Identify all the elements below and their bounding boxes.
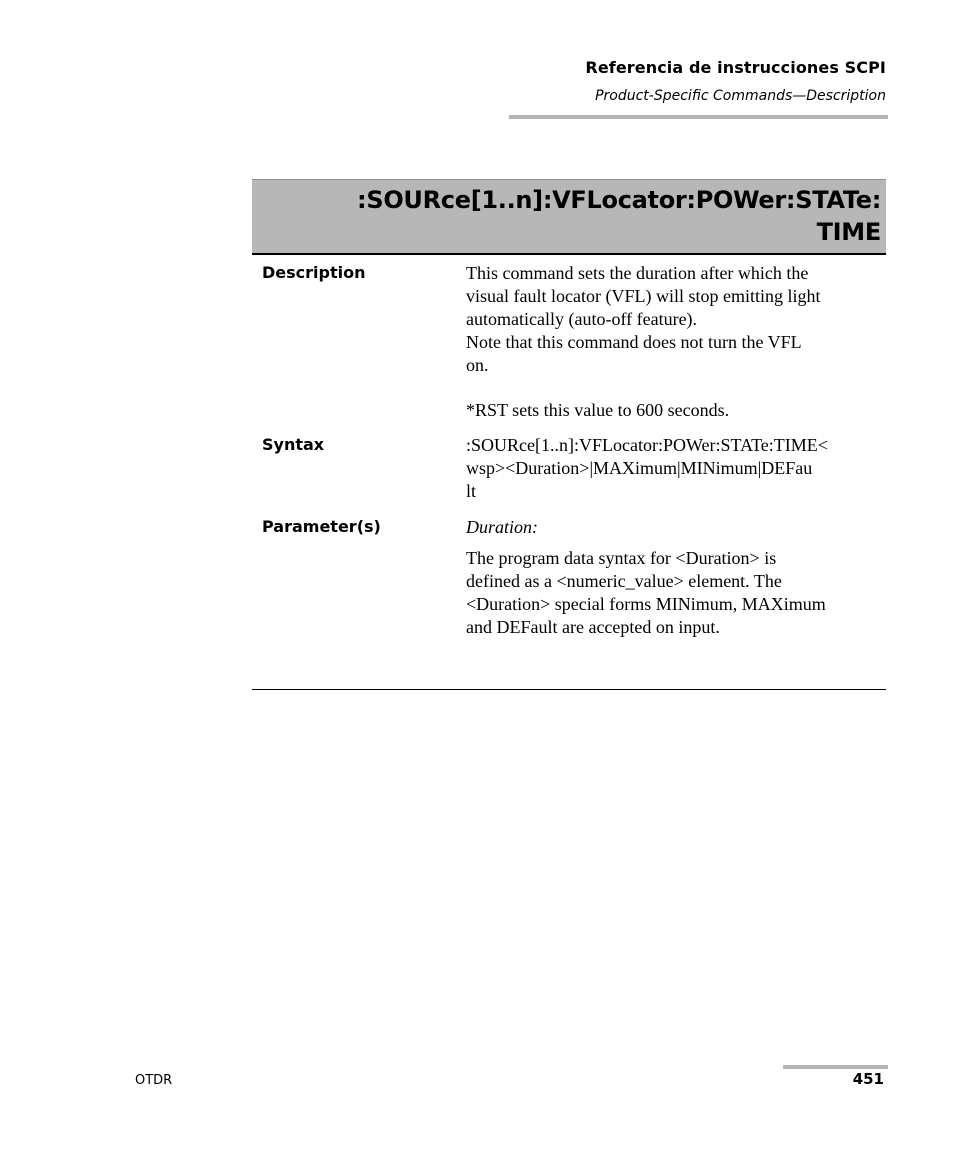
syntax-text [466, 434, 886, 503]
syntax-line: lt [466, 481, 477, 501]
parameter-line: defined as a <numeric_value> element. The [466, 571, 782, 591]
parameter-name: Duration: [466, 517, 538, 537]
parameter-line: <Duration> special forms MINimum, MAXimum [466, 594, 826, 614]
running-header-title: Referencia de instrucciones SCPI [585, 58, 886, 77]
command-title-line-2: TIME [816, 218, 881, 246]
description-line: automatically (auto-off feature). [466, 309, 698, 329]
rst-note: *RST sets this value to 600 seconds. [466, 400, 730, 420]
footer-product: OTDR [135, 1073, 173, 1088]
command-banner [252, 179, 886, 255]
page-number: 451 [852, 1070, 884, 1088]
parameter-line: The program data syntax for <Duration> is [466, 548, 777, 568]
running-header-subtitle: Product-Specific Commands—Description [595, 88, 886, 104]
header-divider [509, 115, 888, 119]
syntax-line: :SOURce[1..n]:VFLocator:POWer:STATe:TIME< [466, 435, 828, 455]
description-line: visual fault locator (VFL) will stop emitting light [466, 286, 821, 306]
command-title [357, 184, 881, 248]
syntax-line: wsp><Duration>|MAXimum|MINimum|DEFau [466, 458, 813, 478]
description-line: Note that this command does not turn the VFL [466, 332, 802, 352]
description-label: Description [262, 263, 366, 282]
description-line: This command sets the duration after which the [466, 263, 809, 283]
description-line: on. [466, 355, 489, 375]
parameters-label: Parameter(s) [262, 517, 381, 536]
section-end-rule [252, 689, 886, 690]
parameter-line: and DEFault are accepted on input. [466, 617, 720, 637]
syntax-label: Syntax [262, 435, 325, 454]
command-title-line-1: :SOURce[1..n]:VFLocator:POWer:STATe: [357, 186, 881, 214]
footer-divider [783, 1065, 888, 1069]
parameters-text [466, 516, 886, 639]
description-text [466, 262, 886, 422]
